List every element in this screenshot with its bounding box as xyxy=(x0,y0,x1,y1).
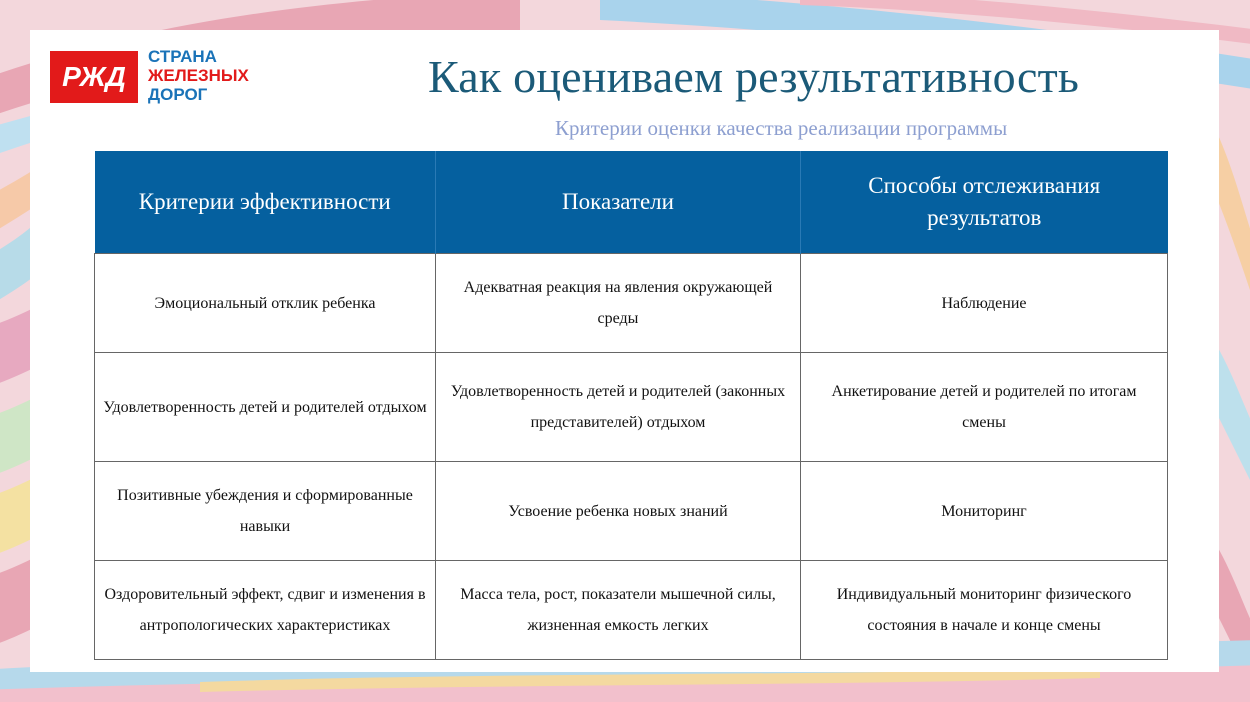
rzd-logo xyxy=(50,51,138,103)
table-row xyxy=(95,561,1168,660)
logo-wordmark xyxy=(148,47,249,104)
table-cell: Удовлетворенность детей и родителей (законных представителей) отдыхом xyxy=(436,353,801,462)
rzd-logo-mark xyxy=(50,51,138,103)
table-row xyxy=(95,254,1168,353)
table-cell: Мониторинг xyxy=(801,462,1168,561)
logo-line-3: ДОРОГ xyxy=(148,85,208,104)
table-cell: Удовлетворенность детей и родителей отдыхом xyxy=(95,353,436,462)
table-cell: Усвоение ребенка новых знаний xyxy=(436,462,801,561)
table-header-row xyxy=(95,151,1168,254)
header-indicators: Показатели xyxy=(436,151,801,254)
header-tracking-methods: Способы отслеживания результатов xyxy=(801,151,1168,254)
table-row xyxy=(95,462,1168,561)
header-criteria: Критерии эффективности xyxy=(95,151,436,254)
table-row xyxy=(95,353,1168,462)
page-subtitle: Критерии оценки качества реализации программы xyxy=(555,116,1008,140)
table-cell: Позитивные убеждения и сформированные навыки xyxy=(95,462,436,561)
table-cell: Индивидуальный мониторинг физического состояния в начале и конце смены xyxy=(801,561,1168,660)
table-cell: Адекватная реакция на явления окружающей среды xyxy=(436,254,801,353)
page-title: Как оцениваем результативность xyxy=(428,51,1080,102)
logo-line-2: ЖЕЛЕЗНЫХ xyxy=(148,66,249,85)
table-cell: Оздоровительный эффект, сдвиг и изменения в антропологических характеристиках xyxy=(95,561,436,660)
table-cell: Эмоциональный отклик ребенка xyxy=(95,254,436,353)
table-cell: Анкетирование детей и родителей по итогам смены xyxy=(801,353,1168,462)
svg-text:РЖД: РЖД xyxy=(62,61,126,92)
table-cell: Наблюдение xyxy=(801,254,1168,353)
criteria-table xyxy=(94,151,1168,660)
logo-line-1: СТРАНА xyxy=(148,47,217,66)
table-cell: Масса тела, рост, показатели мышечной силы, жизненная емкость легких xyxy=(436,561,801,660)
